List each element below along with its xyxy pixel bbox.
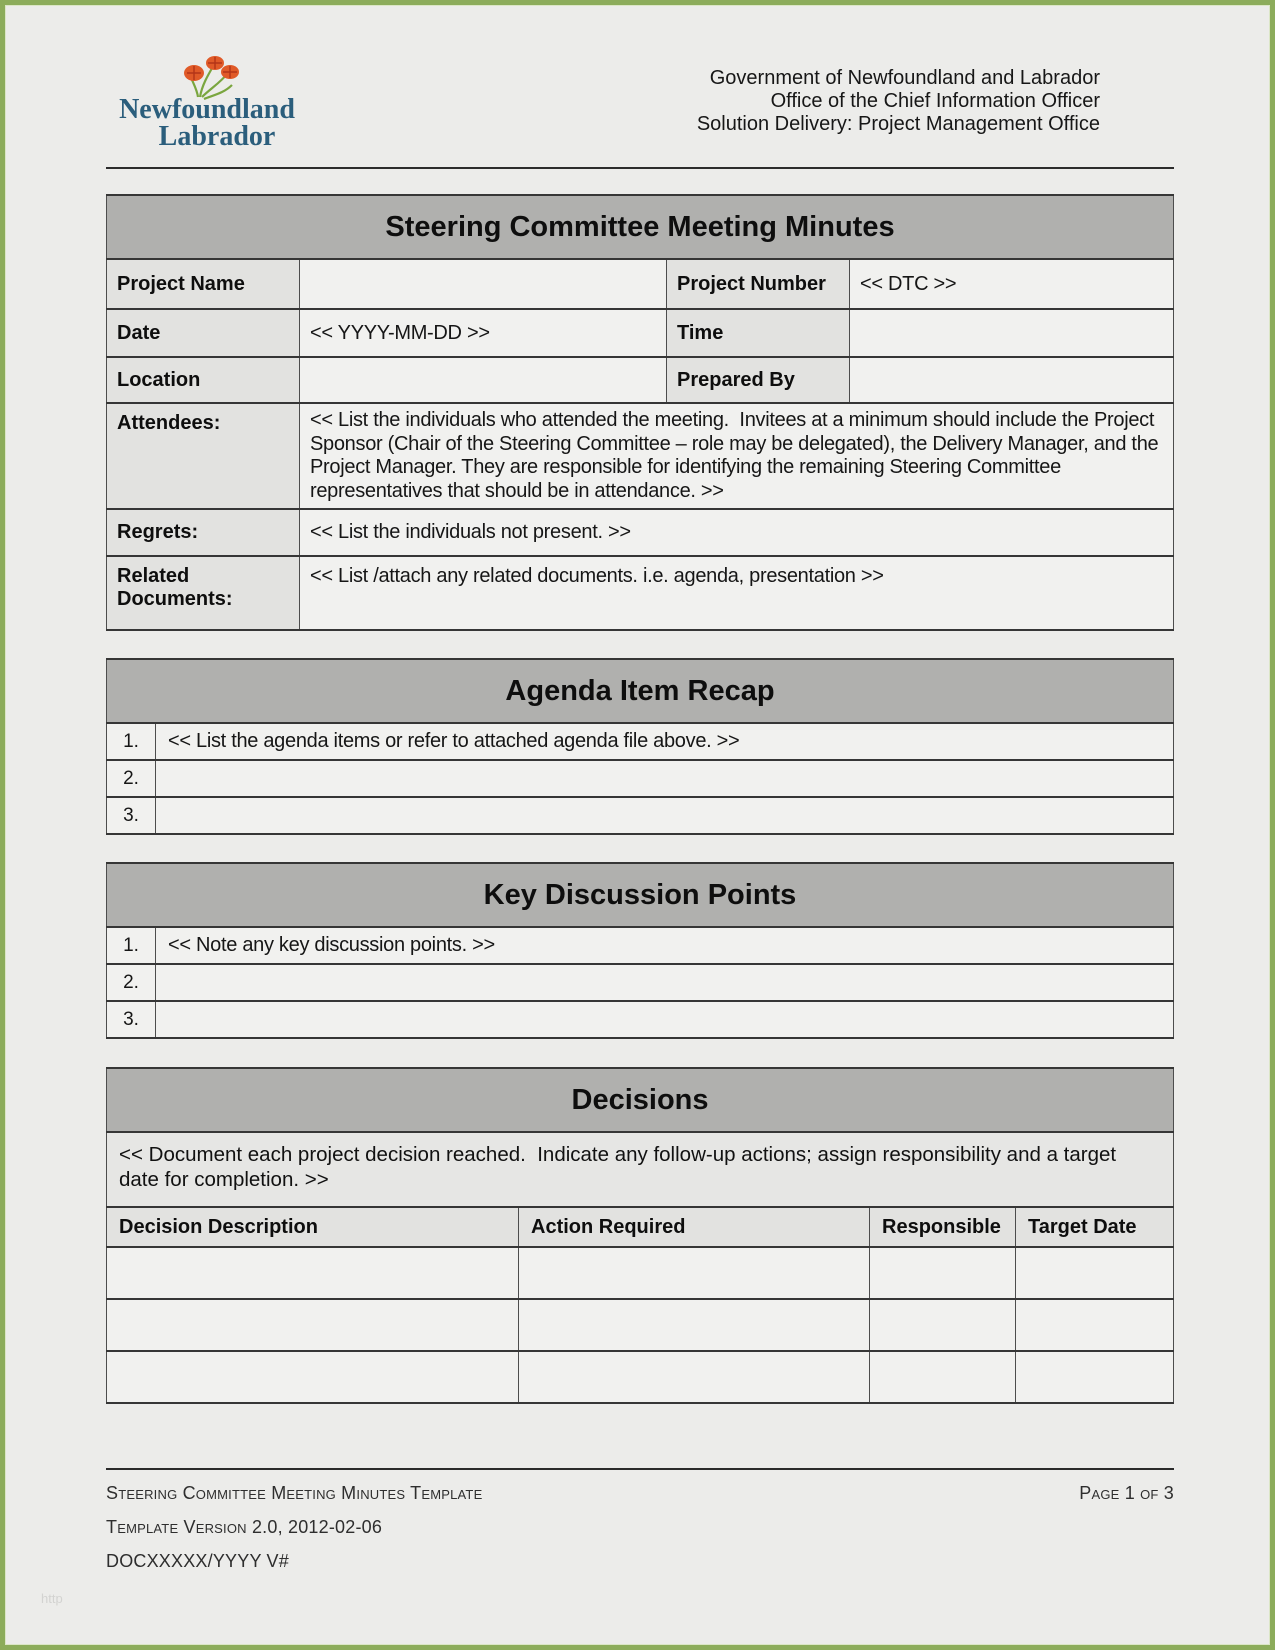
agenda-item-number: 1. bbox=[107, 723, 156, 760]
agenda-item-text bbox=[156, 760, 1174, 797]
related-documents-value: << List /attach any related documents. i.e. agenda, presentation >> bbox=[300, 556, 1174, 630]
footer-doc-number: DOCXXXXX/YYYY V# bbox=[106, 1551, 289, 1571]
decision-cell bbox=[870, 1351, 1016, 1403]
location-value bbox=[300, 357, 667, 403]
meeting-minutes-title-bar: Steering Committee Meeting Minutes bbox=[107, 195, 1174, 259]
attendees-value: << List the individuals who attended the meeting. Invitees at a minimum should include the Project Sponsor (Chair of the Steering Committee – role may be delegated), the Delivery Manager, and the Project Manager. They are responsible for identifying the remaining Steering Committee representatives that should be in attendance. >> bbox=[300, 403, 1174, 509]
time-value bbox=[850, 309, 1174, 357]
decision-cell bbox=[870, 1299, 1016, 1351]
agenda-item-text: << List the agenda items or refer to attached agenda file above. >> bbox=[156, 723, 1174, 760]
decisions-title-bar: Decisions bbox=[107, 1068, 1174, 1132]
date-value: << YYYY-MM-DD >> bbox=[300, 309, 667, 357]
project-name-label: Project Name bbox=[107, 259, 300, 309]
discussion-item-text bbox=[156, 964, 1174, 1001]
org-line-solution-delivery: Solution Delivery: Project Management Office bbox=[696, 113, 1100, 135]
org-line-government: Government of Newfoundland and Labrador bbox=[709, 67, 1100, 89]
decisions-instructions: << Document each project decision reached. Indicate any follow-up actions; assign responsibility and a target date for completion. >> bbox=[107, 1132, 1174, 1207]
related-documents-label: Related Documents: bbox=[107, 556, 300, 630]
target-date-column-header: Target Date bbox=[1016, 1207, 1174, 1247]
decisions-table bbox=[106, 1067, 1174, 1404]
org-line-office: Office of the Chief Information Officer bbox=[770, 90, 1100, 112]
agenda-recap-table bbox=[106, 658, 1174, 835]
logo-wordmark-line1: Newfoundland bbox=[119, 94, 295, 125]
agenda-recap-title-bar: Agenda Item Recap bbox=[107, 659, 1174, 723]
decision-cell bbox=[107, 1299, 519, 1351]
location-label: Location bbox=[107, 357, 300, 403]
header-org-block bbox=[697, 55, 1100, 136]
project-number-label: Project Number bbox=[667, 259, 850, 309]
decision-cell bbox=[1016, 1351, 1174, 1403]
meeting-info-table bbox=[106, 194, 1174, 631]
header-rule bbox=[106, 167, 1174, 169]
project-name-value bbox=[300, 259, 667, 309]
doc-header bbox=[106, 5, 1174, 155]
footer-rule bbox=[106, 1468, 1174, 1470]
decision-cell bbox=[107, 1351, 519, 1403]
footer-version: Template Version 2.0, 2012-02-06 bbox=[106, 1517, 383, 1537]
decision-cell bbox=[519, 1299, 870, 1351]
discussion-item-number: 2. bbox=[107, 964, 156, 1001]
regrets-value: << List the individuals not present. >> bbox=[300, 509, 1174, 556]
agenda-item-number: 3. bbox=[107, 797, 156, 834]
footer-page-number: Page 1 of 3 bbox=[1079, 1483, 1174, 1503]
action-required-column-header: Action Required bbox=[519, 1207, 870, 1247]
agenda-item-text bbox=[156, 797, 1174, 834]
prepared-by-value bbox=[850, 357, 1174, 403]
key-discussion-table bbox=[106, 862, 1174, 1039]
discussion-item-text bbox=[156, 1001, 1174, 1038]
watermark-text: http bbox=[41, 1591, 63, 1606]
newfoundland-labrador-logo bbox=[118, 55, 300, 155]
discussion-item-text: << Note any key discussion points. >> bbox=[156, 927, 1174, 964]
date-label: Date bbox=[107, 309, 300, 357]
project-number-value: << DTC >> bbox=[850, 259, 1174, 309]
decision-cell bbox=[1016, 1299, 1174, 1351]
responsible-column-header: Responsible bbox=[870, 1207, 1016, 1247]
decision-cell bbox=[519, 1351, 870, 1403]
footer-doc-title: Steering Committee Meeting Minutes Template bbox=[106, 1483, 483, 1503]
regrets-label: Regrets: bbox=[107, 509, 300, 556]
decision-cell bbox=[870, 1247, 1016, 1299]
time-label: Time bbox=[667, 309, 850, 357]
agenda-item-number: 2. bbox=[107, 760, 156, 797]
decision-cell bbox=[519, 1247, 870, 1299]
discussion-item-number: 1. bbox=[107, 927, 156, 964]
decision-description-column-header: Decision Description bbox=[107, 1207, 519, 1247]
pitcher-plant-icon bbox=[118, 55, 300, 150]
page-footer bbox=[106, 1468, 1174, 1572]
key-discussion-title-bar: Key Discussion Points bbox=[107, 863, 1174, 927]
decision-cell bbox=[107, 1247, 519, 1299]
discussion-item-number: 3. bbox=[107, 1001, 156, 1038]
attendees-label: Attendees: bbox=[107, 403, 300, 509]
decision-cell bbox=[1016, 1247, 1174, 1299]
logo-wordmark-line2: Labrador bbox=[158, 121, 276, 150]
prepared-by-label: Prepared By bbox=[667, 357, 850, 403]
